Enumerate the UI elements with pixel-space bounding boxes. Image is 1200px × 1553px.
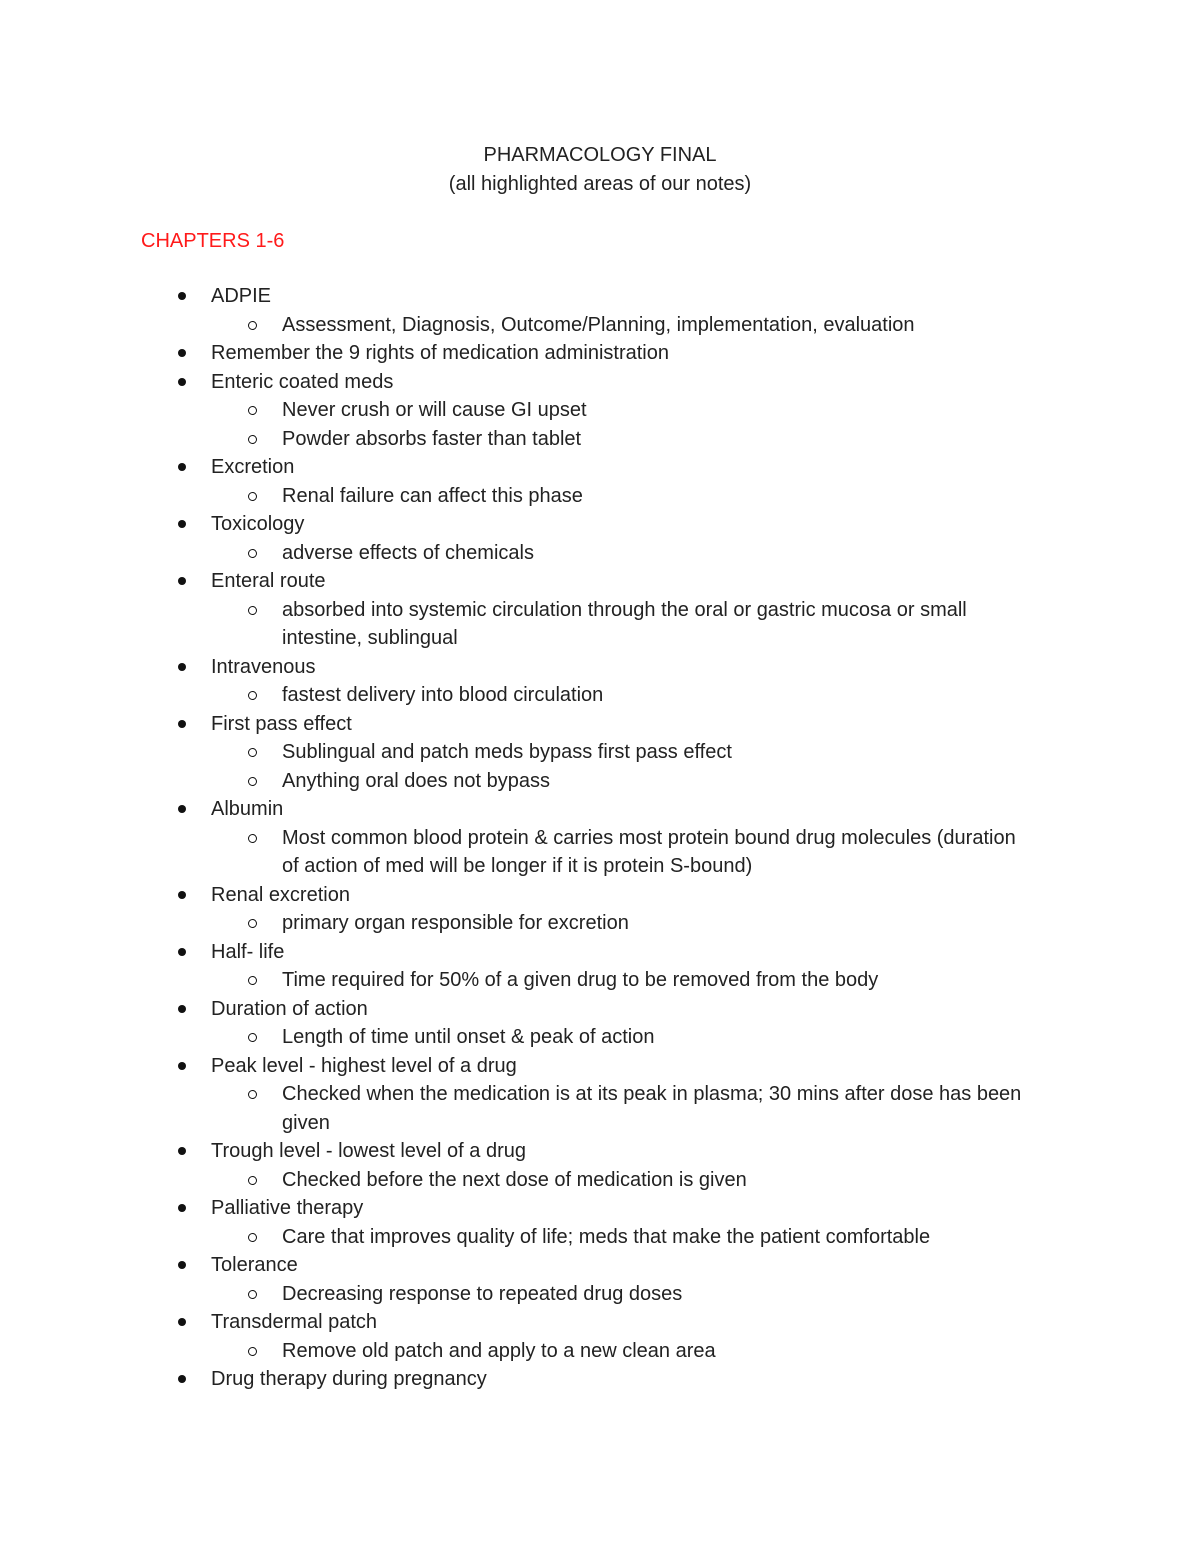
bullet-dot-icon <box>178 1005 186 1013</box>
bullet-circle-icon <box>248 549 257 558</box>
sub-list-item <box>0 311 1032 340</box>
sub-list-item <box>0 966 1032 995</box>
section-heading: CHAPTERS 1-6 <box>141 230 285 252</box>
sub-list-item-text: Powder absorbs faster than tablet <box>282 427 582 450</box>
list-item <box>0 1194 1031 1251</box>
list-item <box>0 1365 1031 1394</box>
list-item <box>0 368 1031 454</box>
list-item <box>0 710 1031 796</box>
list-item-text: Trough level - lowest level of a drug <box>211 1140 526 1162</box>
sub-list <box>211 681 1031 710</box>
sub-list-item-text: adverse effects of chemicals <box>282 541 534 564</box>
bullet-dot-icon <box>178 378 186 386</box>
list-item <box>0 938 1031 995</box>
sub-list-item-text: Care that improves quality of life; meds that make the patient comfortable <box>282 1225 931 1248</box>
sub-list <box>211 1337 1031 1366</box>
sub-list-item-text: Time required for 50% of a given drug to be removed from the body <box>282 969 879 991</box>
sub-list <box>211 1280 1031 1309</box>
bullet-dot-icon <box>178 292 186 300</box>
list-item <box>0 510 1031 567</box>
sub-list <box>211 596 1031 653</box>
bullet-circle-icon <box>248 1347 257 1356</box>
bullet-dot-icon <box>178 577 186 585</box>
sub-list-item <box>0 1166 1032 1195</box>
list-item <box>0 1251 1031 1308</box>
sub-list-item <box>0 482 1032 511</box>
sub-list-item <box>0 909 1032 938</box>
sub-list-item-text: Sublingual and patch meds bypass first pass effect <box>282 741 732 763</box>
sub-list <box>211 1223 1031 1252</box>
list-item-text: Albumin <box>211 798 284 820</box>
sub-list-item <box>0 767 1032 796</box>
list-item <box>0 653 1031 710</box>
list-item-text: Enteric coated meds <box>211 370 394 393</box>
sub-list <box>211 738 1031 795</box>
list-item <box>0 1137 1031 1194</box>
bullet-circle-icon <box>248 1233 257 1242</box>
sub-list-item <box>0 1337 1032 1366</box>
sub-list-item-text: Checked when the medication is at its peak in plasma; 30 mins after dose has been given <box>282 1083 1022 1134</box>
list-item <box>0 995 1031 1052</box>
bullet-circle-icon <box>248 406 257 415</box>
sub-list-item <box>0 1080 1032 1137</box>
list-item <box>0 881 1031 938</box>
sub-list-item-text: fastest delivery into blood circulation <box>282 684 604 706</box>
sub-list-item-text: primary organ responsible for excretion <box>282 912 629 934</box>
sub-list-item-text: Length of time until onset & peak of action <box>282 1026 655 1048</box>
bullet-dot-icon <box>178 1204 186 1212</box>
bullet-circle-icon <box>248 976 257 985</box>
list-item-text: Drug therapy during pregnancy <box>211 1368 487 1390</box>
bullet-dot-icon <box>178 1375 186 1383</box>
bullet-circle-icon <box>248 492 257 501</box>
list-item-text: Duration of action <box>211 997 368 1020</box>
sub-list-item-text: Remove old patch and apply to a new clean area <box>282 1339 716 1362</box>
list-item-text: Remember the 9 rights of medication administration <box>211 342 669 364</box>
bullet-circle-icon <box>248 321 257 330</box>
sub-list-item-text: absorbed into systemic circulation through the oral or gastric mucosa or small intestine, sublingual <box>282 598 967 649</box>
bullet-circle-icon <box>248 1090 257 1099</box>
list-item <box>0 567 1031 653</box>
bullet-circle-icon <box>248 1176 257 1185</box>
sub-list-item-text: Anything oral does not bypass <box>282 769 550 792</box>
list-item-text: First pass effect <box>211 712 352 735</box>
list-item-text: Excretion <box>211 456 295 478</box>
sub-list <box>211 824 1031 881</box>
list-item <box>0 453 1031 510</box>
bullet-dot-icon <box>178 1261 186 1269</box>
bullet-circle-icon <box>248 606 257 615</box>
list-item-text: Peak level - highest level of a drug <box>211 1054 517 1077</box>
bullet-outline <box>0 282 1200 1394</box>
list-item-text: ADPIE <box>211 285 272 307</box>
bullet-dot-icon <box>178 805 186 813</box>
sub-list-item-text: Renal failure can affect this phase <box>282 484 583 507</box>
sub-list-item <box>0 681 1032 710</box>
bullet-dot-icon <box>178 349 186 357</box>
sub-list-item <box>0 824 1032 881</box>
sub-list-item-text: Decreasing response to repeated drug doses <box>282 1282 683 1305</box>
document-subtitle: (all highlighted areas of our notes) <box>448 173 752 195</box>
list-item <box>0 339 1031 368</box>
document-title: PHARMACOLOGY FINAL <box>483 144 717 166</box>
bullet-dot-icon <box>178 948 186 956</box>
list-item-text: Intravenous <box>211 655 316 678</box>
sub-list-item <box>0 738 1032 767</box>
list-item-text: Tolerance <box>211 1254 298 1276</box>
list-item-text: Enteral route <box>211 570 326 592</box>
bullet-circle-icon <box>248 1033 257 1042</box>
sub-list <box>211 1023 1031 1052</box>
bullet-circle-icon <box>248 919 257 928</box>
sub-list-item-text: Most common blood protein & carries most protein bound drug molecules (duration of action of med will be longer if it is protein S-bound) <box>282 826 1016 877</box>
list-item-text: Toxicology <box>211 513 305 535</box>
sub-list <box>211 1080 1031 1137</box>
list-item <box>0 282 1031 339</box>
sub-list-item <box>0 425 1032 454</box>
sub-list-item <box>0 1023 1032 1052</box>
sub-list-item-text: Never crush or will cause GI upset <box>282 399 587 421</box>
bullet-circle-icon <box>248 748 257 757</box>
sub-list <box>211 539 1031 568</box>
bullet-dot-icon <box>178 1062 186 1070</box>
bullet-dot-icon <box>178 1147 186 1155</box>
sub-list-item <box>0 539 1032 568</box>
list-item-text: Renal excretion <box>211 883 350 906</box>
bullet-circle-icon <box>248 435 257 444</box>
sub-list-item <box>0 396 1032 425</box>
sub-list <box>211 1166 1031 1195</box>
bullet-circle-icon <box>248 777 257 786</box>
list-item <box>0 1308 1031 1365</box>
sub-list-item <box>0 1280 1032 1309</box>
bullet-dot-icon <box>178 663 186 671</box>
bullet-dot-icon <box>178 891 186 899</box>
bullet-dot-icon <box>178 720 186 728</box>
bullet-circle-icon <box>248 691 257 700</box>
sub-list-item <box>0 596 1032 653</box>
sub-list <box>211 482 1031 511</box>
sub-list <box>211 909 1031 938</box>
list-item <box>0 795 1031 881</box>
sub-list-item-text: Checked before the next dose of medication is given <box>282 1168 747 1191</box>
sub-list <box>211 311 1031 340</box>
list-item <box>0 1052 1031 1138</box>
bullet-dot-icon <box>178 463 186 471</box>
bullet-dot-icon <box>178 520 186 528</box>
bullet-circle-icon <box>248 1290 257 1299</box>
bullet-dot-icon <box>178 1318 186 1326</box>
bullet-circle-icon <box>248 834 257 843</box>
sub-list-item <box>0 1223 1032 1252</box>
list-item-text: Half- life <box>211 940 285 963</box>
list-item-text: Transdermal patch <box>211 1311 377 1333</box>
sub-list <box>211 396 1031 453</box>
list-item-text: Palliative therapy <box>211 1197 364 1219</box>
sub-list <box>211 966 1031 995</box>
sub-list-item-text: Assessment, Diagnosis, Outcome/Planning, implementation, evaluation <box>282 313 915 336</box>
